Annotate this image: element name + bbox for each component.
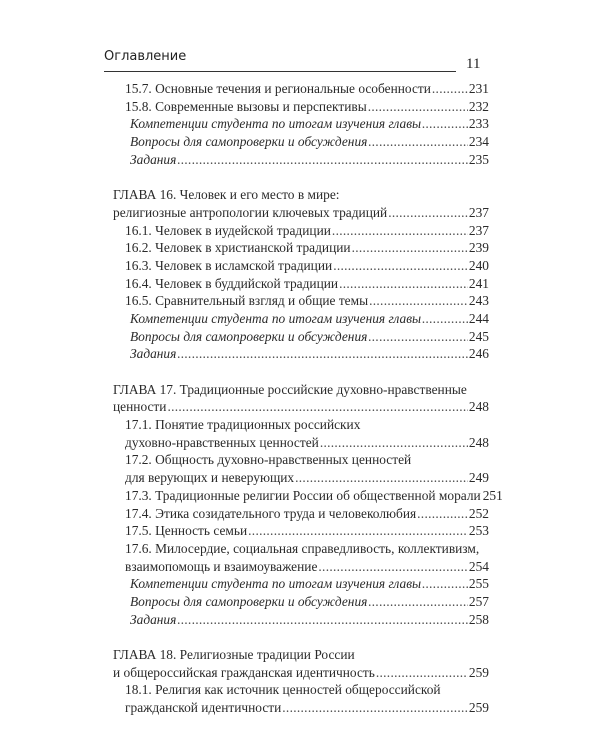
toc-entry-title: 17.3. Традиционные религии России об общественной морали (125, 487, 481, 503)
toc-page-number: 241 (468, 275, 489, 291)
toc-entry-section[interactable] (113, 540, 489, 558)
header-rule (104, 71, 456, 72)
toc-page-number: 235 (468, 151, 489, 167)
toc-entry-title: ГЛАВА 18. Религиозные традиции России (113, 647, 355, 662)
dot-leader (368, 593, 468, 611)
dot-leader (177, 345, 468, 363)
dot-leader (369, 292, 468, 310)
toc-entry-title: 15.8. Современные вызовы и перспективы (125, 98, 367, 114)
dot-leader (388, 204, 468, 222)
dot-leader (320, 434, 468, 452)
toc-page-number: 239 (468, 240, 489, 256)
toc-chapter-block (113, 381, 503, 629)
toc-page-number: 244 (468, 310, 489, 326)
dot-leader (376, 664, 468, 682)
toc-page-number: 233 (468, 116, 489, 132)
toc-entry-section[interactable] (113, 257, 489, 275)
running-header-title: Оглавление (104, 49, 187, 64)
toc-entry-title: ГЛАВА 16. Человек и его место в мире: (113, 187, 340, 203)
toc-page-number: 254 (468, 558, 489, 574)
toc-page-number: 258 (468, 611, 489, 627)
toc-entry-section[interactable] (113, 239, 489, 257)
toc-page-number: 255 (468, 576, 489, 592)
toc-entry-section[interactable] (113, 505, 489, 523)
toc-entry-title: 17.6. Милосердие, социальная справедливость, коллективизм, (125, 540, 480, 556)
toc-entry-title: Вопросы для самопроверки и обсуждения (130, 134, 368, 150)
toc-entry-section[interactable] (113, 416, 489, 434)
toc-entry-section[interactable] (113, 487, 503, 505)
toc-entry-title: религиозные антропологии ключевых традиций (113, 204, 388, 220)
toc-page-number: 251 (482, 487, 503, 503)
page-number: 11 (466, 56, 481, 72)
toc-entry-section[interactable] (113, 434, 489, 452)
toc-entry-chapter[interactable] (113, 204, 489, 222)
toc-entry-extra[interactable] (113, 611, 489, 629)
toc-page-number: 234 (468, 134, 489, 150)
toc-entry-extra[interactable] (113, 133, 489, 151)
toc-entry-title: гражданской идентичности (125, 700, 282, 716)
toc-entry-extra[interactable] (113, 328, 489, 346)
toc-entry-title: 16.2. Человек в христианской традиции (125, 240, 351, 256)
toc-entry-title: духовно-нравственных ценностей (125, 434, 319, 450)
toc-page-number: 243 (468, 293, 489, 309)
toc-entry-title: 17.4. Этика созидательного труда и человеколюбия (125, 505, 417, 521)
toc-page-number: 248 (468, 399, 489, 415)
toc-entry-title: Вопросы для самопроверки и обсуждения (130, 328, 368, 344)
dot-leader (295, 469, 468, 487)
toc-chapter-block (113, 80, 489, 168)
toc-entry-title: 16.4. Человек в буддийской традиции (125, 275, 339, 291)
dot-leader (432, 80, 468, 98)
toc-entry-extra[interactable] (113, 345, 489, 363)
dot-leader (368, 98, 468, 116)
toc-entry-extra[interactable] (113, 310, 489, 328)
toc-page-number: 252 (468, 505, 489, 521)
dot-leader (248, 522, 468, 540)
toc-entry-title: Компетенции студента по итогам изучения главы (130, 116, 422, 132)
toc-entry-extra[interactable] (113, 593, 489, 611)
toc-entry-title: взаимопомощь и взаимоуважение (125, 558, 318, 574)
toc-entry-title: 17.1. Понятие традиционных российских (125, 417, 361, 433)
toc-entry-title: 16.5. Сравнительный взгляд и общие темы (125, 293, 369, 309)
dot-leader (167, 398, 467, 416)
dot-leader (177, 611, 468, 629)
toc-entry-title: ГЛАВА 17. Традиционные российские духовно-нравственные (113, 381, 467, 397)
toc-entry-title: 16.1. Человек в иудейской традиции (125, 222, 331, 238)
dot-leader (422, 310, 468, 328)
toc-page-number: 237 (468, 204, 489, 220)
toc-entry-section[interactable] (113, 469, 489, 487)
dot-leader (282, 699, 468, 717)
toc-page-number: 245 (468, 328, 489, 344)
toc-entry-chapter[interactable] (113, 646, 489, 664)
toc-entry-title: Задания (130, 346, 177, 362)
toc-page-number: 253 (468, 523, 489, 539)
table-of-contents (113, 80, 503, 734)
dot-leader (339, 275, 468, 293)
toc-page-number: 259 (468, 700, 489, 716)
toc-entry-title: 18.1. Религия как источник ценностей общероссийской (125, 682, 441, 698)
toc-entry-section[interactable] (113, 80, 489, 98)
dot-leader (417, 505, 468, 523)
toc-page-number: 257 (468, 593, 489, 609)
toc-entry-chapter[interactable] (113, 381, 489, 399)
dot-leader (422, 575, 468, 593)
toc-entry-title: Вопросы для самопроверки и обсуждения (130, 593, 368, 609)
dot-leader (333, 257, 468, 275)
toc-entry-section[interactable] (113, 275, 489, 293)
toc-entry-chapter[interactable] (113, 186, 489, 204)
toc-entry-extra[interactable] (113, 575, 489, 593)
toc-entry-section[interactable] (113, 98, 489, 116)
toc-entry-title: для верующих и неверующих (125, 470, 295, 486)
toc-entry-chapter[interactable] (113, 398, 489, 416)
toc-entry-section[interactable] (113, 699, 489, 717)
toc-entry-section[interactable] (113, 222, 489, 240)
toc-entry-title: Компетенции студента по итогам изучения главы (130, 576, 422, 592)
toc-entry-section[interactable] (113, 292, 489, 310)
dot-leader (368, 133, 468, 151)
toc-entry-title: 17.2. Общность духовно-нравственных ценностей (125, 452, 412, 468)
toc-page-number: 248 (468, 434, 489, 450)
toc-entry-title: и общероссийская гражданская идентичность (113, 664, 375, 680)
dot-leader (352, 239, 468, 257)
toc-entry-extra[interactable] (113, 151, 489, 169)
dot-leader (318, 558, 468, 576)
toc-page-number: 249 (468, 470, 489, 486)
toc-entry-title: ценности (113, 399, 167, 415)
toc-entry-title: 17.5. Ценность семьи (125, 523, 248, 539)
toc-entry-extra[interactable] (113, 115, 489, 133)
toc-entry-title: Задания (130, 611, 177, 627)
dot-leader (368, 328, 468, 346)
toc-entry-title: 16.3. Человек в исламской традиции (125, 257, 333, 273)
toc-chapter-block (113, 186, 489, 363)
toc-chapter-block (113, 646, 489, 717)
toc-page-number: 246 (468, 346, 489, 362)
toc-entry-title: Компетенции студента по итогам изучения главы (130, 310, 422, 326)
toc-entry-section[interactable] (113, 451, 489, 469)
toc-page-number: 232 (468, 98, 489, 114)
toc-entry-section[interactable] (113, 681, 489, 699)
toc-page-number: 237 (468, 222, 489, 238)
toc-entry-title: Задания (130, 151, 177, 167)
toc-entry-title: 15.7. Основные течения и региональные особенности (125, 81, 431, 96)
toc-entry-chapter[interactable] (113, 664, 489, 682)
toc-page-number: 240 (468, 257, 489, 273)
toc-entry-section[interactable] (113, 522, 489, 540)
dot-leader (332, 222, 468, 240)
dot-leader (422, 115, 468, 133)
toc-entry-section[interactable] (113, 558, 489, 576)
toc-page-number: 231 (468, 81, 489, 96)
toc-page-number: 259 (468, 664, 489, 680)
dot-leader (177, 151, 468, 169)
